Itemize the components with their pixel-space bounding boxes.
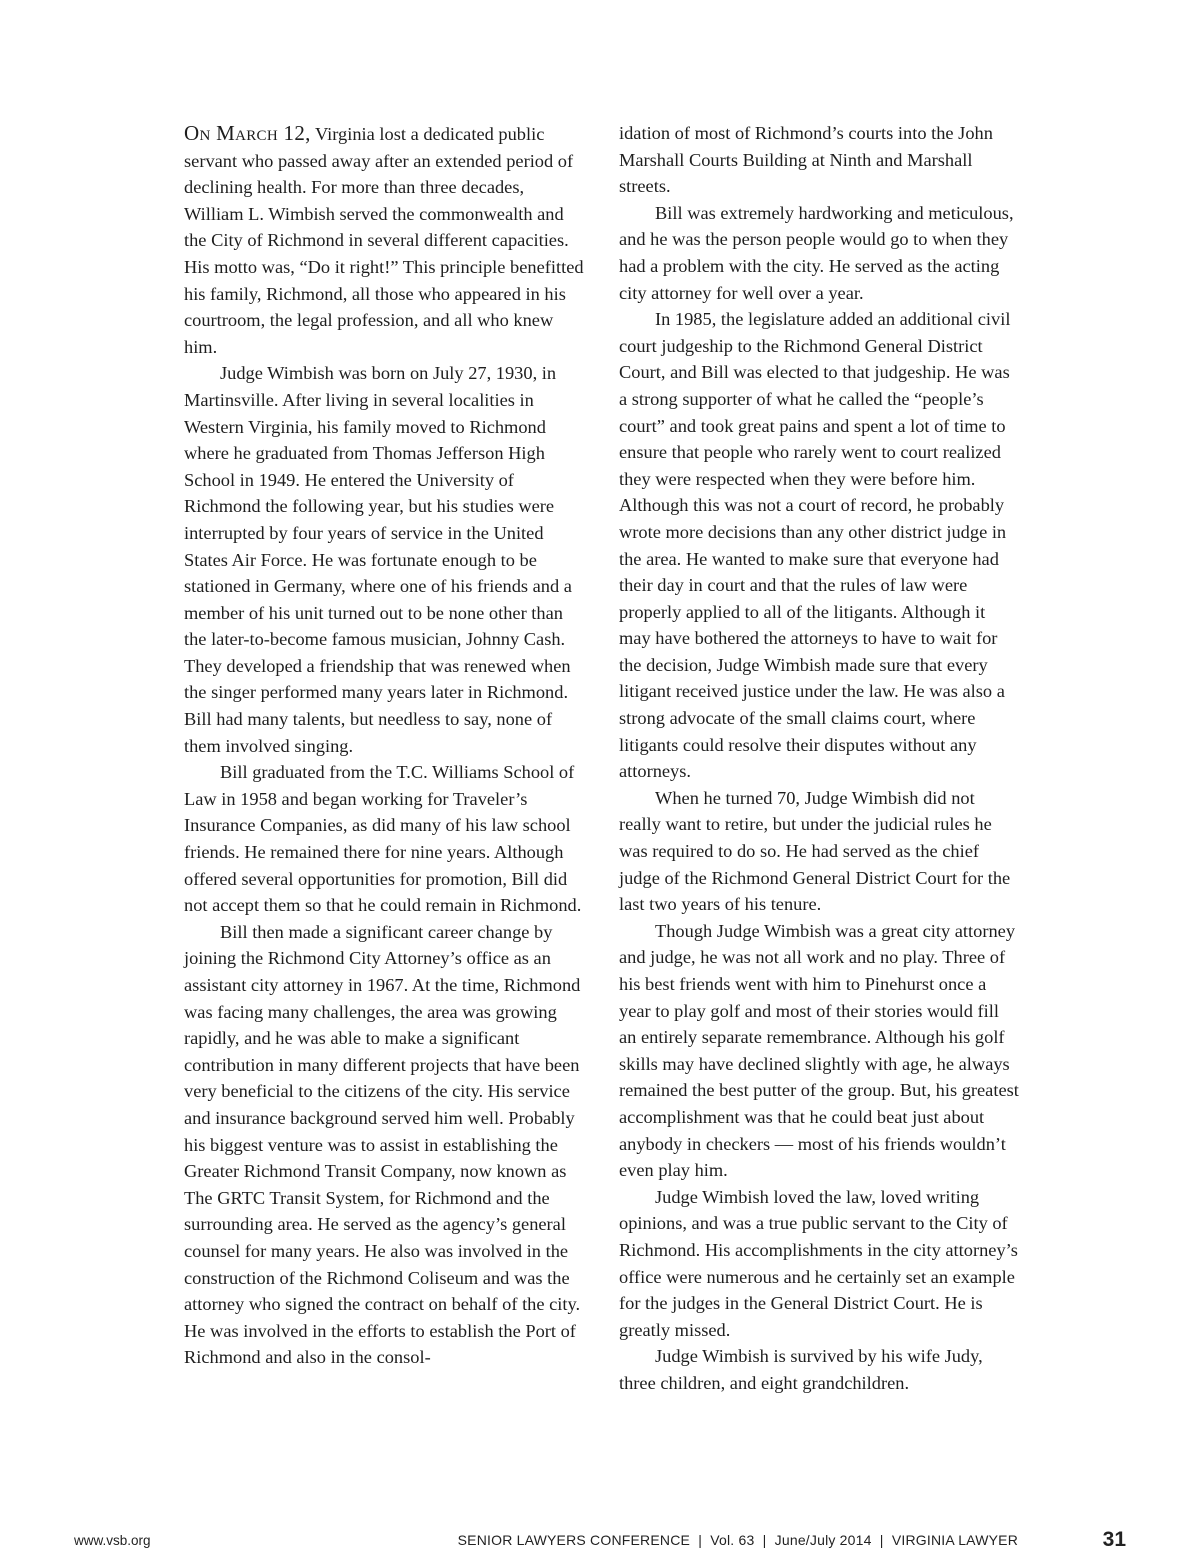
article-paragraph: Judge Wimbish was born on July 27, 1930, in Martinsville. After living in several localities in Western Virginia, his family moved to Richmond where he graduated from Thomas Jefferson High School in 1949. He entered the University of Richmond the following year, but his studies were interrupted by four years of service in the United States Air Force. He was fortunate enough to be stationed in Germany, where one of his friends and a member of his unit turned out to be none other than the later-to-become famous musician, Johnny Cash. They developed a friendship that was renewed when the singer performed many years later in Richmond. Bill had many talents, but needless to say, none of them involved singing. <box>184 363 572 756</box>
left-column <box>184 120 584 1371</box>
article-paragraph: Bill graduated from the T.C. Williams School of Law in 1958 and began working for Traveler’s Insurance Companies, as did many of his law school friends. He remained there for nine years. Although offered several opportunities for promotion, Bill did not accept them so that he could remain in Richmond. <box>184 762 582 916</box>
running-title: SENIOR LAWYERS CONFERENCE | Vol. 63 | June/July 2014 | VIRGINIA LAWYER <box>457 1532 1018 1548</box>
article-paragraph <box>184 120 584 360</box>
article-paragraph: Bill then made a significant career change by joining the Richmond City Attorney’s office as an assistant city attorney in 1967. At the time, Richmond was facing many challenges, the area was growing rapidly, and he was able to make a significant contribution in many different projects that have been very beneficial to the citizens of the city. His service and insurance background served him well. Probably his biggest venture was to assist in establishing the Greater Richmond Transit Company, now known as The GRTC Transit System, for Richmond and the surrounding area. He served as the agency’s general counsel for many years. He also was involved in the construction of the Richmond Coliseum and was the attorney who signed the contract on behalf of the city. He was involved in the efforts to establish the Port of Richmond and also in the consol- <box>184 921 581 1368</box>
right-column <box>619 120 1019 1397</box>
article-paragraph: In 1985, the legislature added an additional civil court judgeship to the Richmond General District Court, and Bill was elected to that judgeship. He was a strong supporter of what he called the “people’s court” and took great pains and spent a lot of time to ensure that people who rarely went to court realized they were respected when they were before him. Although this was not a court of record, he probably wrote more decisions than any other district judge in the area. He wanted to make sure that everyone had their day in court and that the rules of law were properly applied to all of the litigants. Although it may have bothered the attorneys to have to wait for the decision, Judge Wimbish made sure that every litigant received justice under the law. He was also a strong advocate of the small claims court, where litigants could resolve their disputes without any attorneys. <box>619 309 1011 782</box>
opening-small-caps: On March 12, <box>184 121 311 145</box>
article-paragraph: Bill was extremely hardworking and meticulous, and he was the person people would go to when they had a problem with the city. He served as the acting city attorney for well over a year. <box>619 202 1014 303</box>
paragraph-text: Virginia lost a dedicated public servant who passed away after an extended period of declining health. For more than three decades, William L. Wimbish served the commonwealth and the City of Richmond in several different capacities. His motto was, “Do it right!” This principle benefitted his family, Richmond, all those who appeared in his courtroom, the legal profession, and all who knew him. <box>184 124 584 357</box>
website-link[interactable]: www.vsb.org <box>74 1533 151 1548</box>
article-paragraph: idation of most of Richmond’s courts into the John Marshall Courts Building at Ninth and Marshall streets. <box>619 123 993 197</box>
article-paragraph: When he turned 70, Judge Wimbish did not really want to retire, but under the judicial rules he was required to do so. He had served as the chief judge of the Richmond General District Court for the last two years of his tenure. <box>619 787 1011 915</box>
article-paragraph: Judge Wimbish is survived by his wife Judy, three children, and eight grandchildren. <box>619 1346 983 1393</box>
page-footer <box>0 1528 1200 1555</box>
article-paragraph: Though Judge Wimbish was a great city attorney and judge, he was not all work and no play. Three of his best friends went with him to Pinehurst once a year to play golf and most of their stories would fill an entirely separate remembrance. Although his golf skills may have declined slightly with age, he always remained the best putter of the group. But, his greatest accomplishment was that he could beat just about anybody in checkers — most of his friends wouldn’t even play him. <box>619 920 1019 1181</box>
page-number: 31 <box>1102 1528 1126 1551</box>
article-paragraph: Judge Wimbish loved the law, loved writing opinions, and was a true public servant to the City of Richmond. His accomplishments in the city attorney’s office were numerous and he certainly set an example for the judges in the General District Court. He is greatly missed. <box>619 1186 1018 1340</box>
